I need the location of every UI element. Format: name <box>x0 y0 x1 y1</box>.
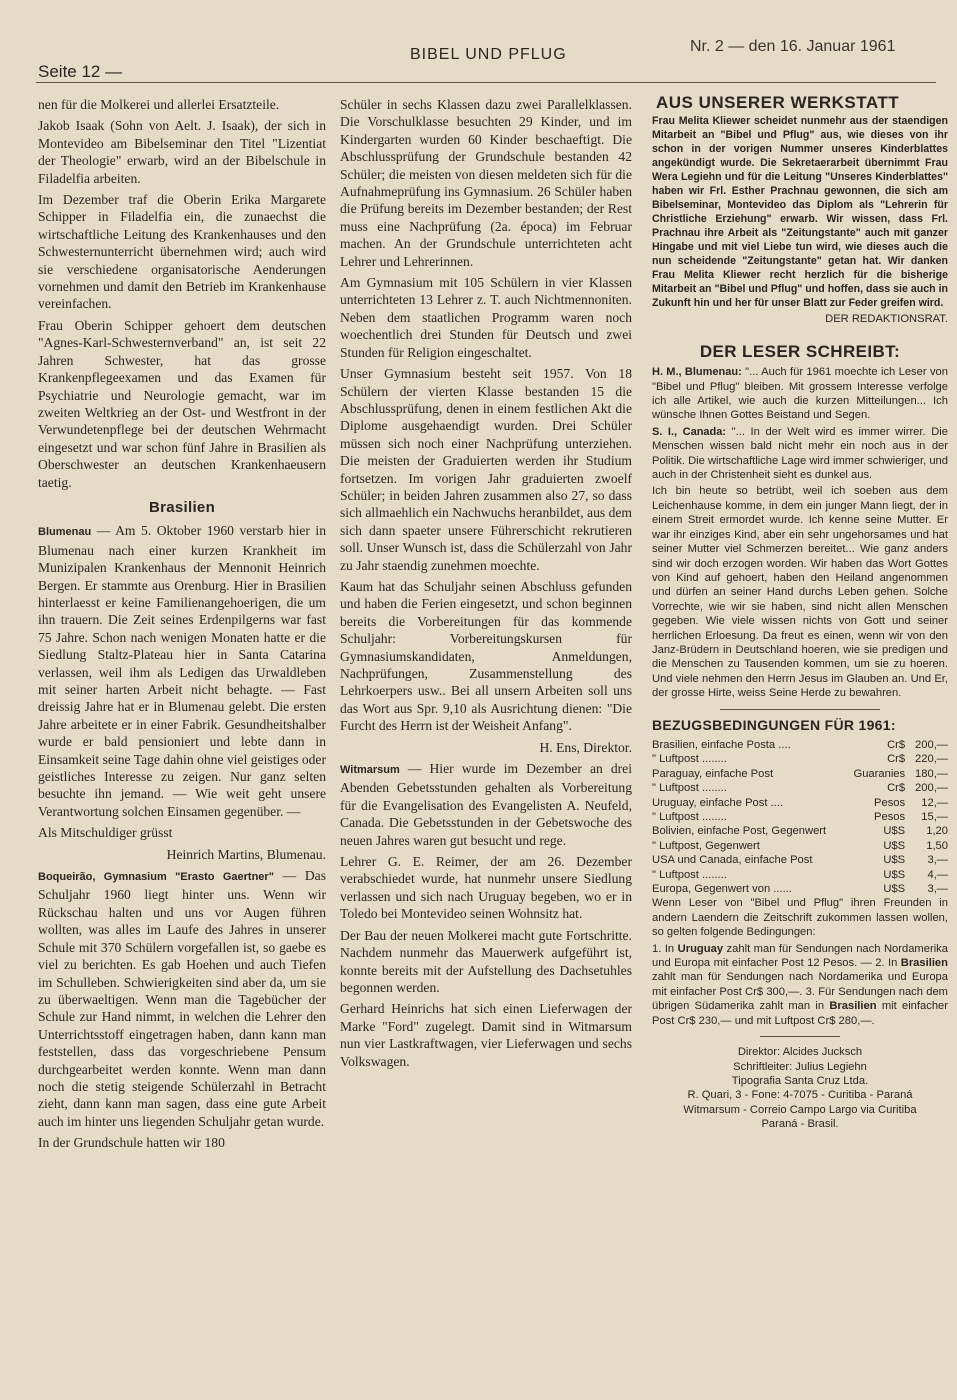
letter-text: "... Auch für 1961 moechte ich Leser von "Bibel und Pflug" bleiben. Mit grossem Interesse verfolge ich alle Artikel, wie auch die kurzen Mitteilungen... Ich wünsche Ihnen Gottes Beistand und Segen. <box>652 366 948 422</box>
price-label: " Luftpost ........ <box>652 782 727 795</box>
price-amt: 15,— <box>921 811 948 823</box>
article-boqueirao <box>38 867 326 1130</box>
paragraph: Gerhard Heinrichs hat sich einen Lieferwagen der Marke "Ford" zugelegt. Damit sind in Witmarsum nun vier Lastkraftwagen, vier Lieferwagen und sechs Volkswagen. <box>340 1001 632 1069</box>
paragraph: Jakob Isaak (Sohn von Aelt. J. Isaak), der sich in Montevideo am Bibelseminar den Titel "Lizentiat der Theologie" erwarb, wird an der Bibelschule in Filadelfia arbeiten. <box>38 118 326 186</box>
article-witmarsum <box>340 760 632 849</box>
header-rule <box>36 82 936 83</box>
column-middle <box>340 96 632 1074</box>
leser-heading: DER LESER SCHREIBT: <box>699 341 901 361</box>
price-cur: Cr$ <box>887 753 906 766</box>
paragraph: Der Bau der neuen Molkerei macht gute Fortschritte. Nachdem nunmehr das Mauerwerk aufgeführt ist, konnte bereits mit der Aufstellung des Dachsetuhles begonnen werden. <box>340 927 632 995</box>
price-cur: U$S <box>883 868 906 881</box>
paragraph: Ich bin heute so betrübt, weil ich soeben aus dem Leichenhause komme, in dem ein junger Mann liegt, der in einem Streit ermordet wurde. Ich kenne seine Mutter. Er war ihr einziges Kind, aber ein sehr ungehorsames und hat seiner Mutter viel Schmerzen bereitet... Wie ganz anders sind wir doch erzogen worden. Wir haben das Wort Gottes von Kind auf gehoert, haben den Heiland angenommen und dürfen an seiner Hand durchs Leben gehen. Solche Vorrechte, wie wir sie haben, sind nicht allen Menschen gegeben. Wie viele wissen nichts von Gott und seiner herrlichen Erloesung. Da freut es einen, wenn wir von den Janz-Brüdern in Deutschland hoeren, wie sie predigen und die Menschen zu Tausenden kommen, um sie zu hoeren. Und viele nehmen den Herrn Jesus im Glauben an. Und Er, der grosse Hirte, weiss Seine Herde zu bewahren. <box>652 485 948 700</box>
imprint <box>652 1045 948 1131</box>
paragraph: Lehrer G. E. Reimer, der am 26. Dezember verabschiedet wurde, hat nunmehr unsere Siedlung verlassen und sich nach Uruguay begeben, wo er in Toledo bei Montevideo seinen Wohnsitz hat. <box>340 854 632 922</box>
signature: H. Ens, Direktor. <box>539 739 632 755</box>
redaktionsrat-signature: DER REDAKTIONSRAT. <box>825 313 948 326</box>
price-label: " Luftpost ........ <box>652 811 727 823</box>
price-cur: Guaranies <box>853 767 906 780</box>
price-row <box>652 853 948 867</box>
price-label: " Luftpost, Gegenwert <box>652 839 760 852</box>
paragraph: nen für die Molkerei und allerlei Ersatzteile. <box>38 97 280 112</box>
price-label: Paraguay, einfache Post <box>652 767 774 780</box>
price-label: USA und Canada, einfache Post <box>652 854 813 867</box>
bezug-text: Wenn Leser von "Bibel und Pflug" ihren Freunden in andern Laendern die Zeitschrift zukommen lassen wollen, so gelten folgende Bedingungen: <box>652 897 948 939</box>
divider <box>760 1036 840 1037</box>
article-text: — Am 5. Oktober 1960 verstarb hier in Blumenau nach einer kurzen Krankheit im Munizipalen Krankenhaus der Mennonit Heinrich Bergen. Er stammte aus Orenburg. Hier in Brasilien hinterlaesst er keine Familienangehoerigen, die um ihn trauern. Die Zeit seines Erdenpilgerns war fast 75 Jahre. Schon nach wenigen Monaten hatte er die Siedlung Staltz-Plateau hier in Santa Catarina verlassen, weil ihm als Ledigen das Urwaldleben mit seiner harten Arbeit nicht behagte. — Fast dreissig Jahre hat er in Blumenau gelebt. Die ersten Jahre arbeitete er in einer Fabrik. Gesundheitshalber wurde er bald pensioniert und lebte dann in Einsamkeit seine Tage dahin ohne viel geistiges oder geistliches Interesse zu zeigen. Nur ganz selten besuchte ihn jemand. — Wie weit geht unsere Verantwortung solchen Einsamen gegenüber. — <box>38 523 326 819</box>
price-row <box>652 810 948 824</box>
price-row <box>652 882 948 896</box>
price-label: Brasilien, einfache Posta .... <box>652 738 791 751</box>
price-cur: U$S <box>883 854 906 867</box>
letter-lead: S. I., Canada: <box>652 425 727 438</box>
section-heading: Brasilien <box>148 498 216 516</box>
price-cur: Pesos <box>874 811 906 823</box>
price-amt: 220,— <box>915 753 948 766</box>
price-row <box>652 752 948 766</box>
paragraph: Frau Oberin Schipper gehoert dem deutschen "Agnes-Karl-Schwesternverband" an, ist seit 22 Jahren Schwester, hat das grosse Krankenpflegeexamen und das Examen für Psychiatrie und Neurologie gemacht, war im zweiten Weltkrieg an der Ost- und Westfront in der Verwundetenpflege bei der deutschen Wehrmacht eingesetzt und war schon fünf Jahre in Brasilien als Oberschwester an deutschen Krankenhaeusern taetig. <box>38 317 326 490</box>
price-row <box>652 781 948 795</box>
letter-si <box>652 425 948 483</box>
werkstatt-text: Frau Melita Kliewer scheidet nunmehr aus der staendigen Mitarbeit an "Bibel und Pflug" aus, wie dieses von ihr schon in der vorigen Nummer unseres Kinderblattes angekündigt wurde. Die Sekretaerarbeit übernimmt Frau Wera Legiehn und für die Leitung "Unseres Kinderblattes" haben wir Frl. Esther Prachnau gewonnen, die sich am Bibelseminar, Montevideo das Diplom als "Lehrerin für Christliche Erziehung" erwarb. Wir wissen, dass Frl. Prachnau ihre Arbeit als "Zeitungstante" auch mit ganzer Hingabe und mit viel Liebe tun wird, wie dieses auch die nun scheidende "Zeitungstante" getan hat. Wir danken Frau Melita Kliewer recht herzlich für die bisherige Mitarbeit an "Bibel und Pflug" und hoffen, dass sie auch in Zukunft hin und her für unser Blatt zur Feder greifen wird. <box>652 115 948 310</box>
divider <box>720 709 880 710</box>
price-amt: 1,20 <box>926 825 948 838</box>
column-right <box>652 93 948 1132</box>
price-row <box>652 868 948 882</box>
letter-lead: H. M., Blumenau: <box>652 366 742 379</box>
price-amt: 200,— <box>915 782 948 795</box>
imprint-line: R. Quari, 3 - Fone: 4-7075 - Curitiba - Paraná <box>687 1089 913 1102</box>
bezug-conditions <box>652 942 948 1028</box>
signature: Heinrich Martins, Blumenau. <box>166 846 326 862</box>
article-lead: Boqueirão, Gymnasium "Erasto Gaertner" <box>38 871 274 884</box>
price-amt: 12,— <box>921 796 948 809</box>
price-amt: 3,— <box>927 883 948 896</box>
price-table <box>652 738 948 896</box>
bezug-heading: BEZUGSBEDINGUNGEN FÜR 1961: <box>652 716 896 733</box>
price-amt: 3,— <box>927 854 948 867</box>
cond-country: Uruguay <box>677 942 724 955</box>
imprint-line: Witmarsum - Correio Campo Largo via Curitiba <box>683 1103 917 1116</box>
price-cur: Pesos <box>874 796 906 809</box>
price-amt: 180,— <box>915 767 948 780</box>
paragraph: Im Dezember traf die Oberin Erika Margarete Schipper in Filadelfia ein, die zunaechst die wirtschaftliche Leitung des Krankenhauses und den Schwesternunterricht übernehmen wird; auch wird sie verschiedene organisatorische Aenderungen vornehmen und damit den Betrieb im Krankenhause vereinfachen. <box>38 192 326 312</box>
letter-text: "... In der Welt wird es immer wirrer. Die Menschen wissen bald nicht mehr ein noch aus in der Politik. Die wirtschaftliche Lage wird immer schwieriger, und auch in der Christenheit sieht es dunkel aus. <box>652 425 948 482</box>
cond-country: Brasilien <box>900 957 948 970</box>
price-cur: Cr$ <box>887 738 906 751</box>
paragraph: Kaum hat das Schuljahr seinen Abschluss gefunden und haben die Ferien eingesetzt, und schon beginnen bereits die Vorbereitungen für das kommende Schuljahr: Vorbereitungskursen für Gymnasiumskandidaten, Anmeldungen, Nachprüfungen, Zusammenstellung des Lehrkoerpers usw.. Bei all unsern Arbeiten soll uns das Wort aus Spr. 9,10 als Ausrichtung dienen: "Die Furcht des Herrn ist der Weisheit Anfang". <box>340 578 632 734</box>
imprint-line: Direktor: Alcides Jucksch <box>737 1046 863 1059</box>
price-amt: 4,— <box>927 868 948 881</box>
publication-title: BIBEL UND PFLUG <box>410 46 567 63</box>
paragraph: Am Gymnasium mit 105 Schülern in vier Klassen unterrichteten 13 Lehrer z. T. auch Nichtmennoniten. Neben dem staatlichen Programm waren noch woechentlich drei Stunden für Deutsch und zwei Stunden für Religion eingeschaltet. <box>340 275 632 360</box>
issue-date: Nr. 2 — den 16. Januar 1961 <box>690 38 896 55</box>
article-lead: Witmarsum <box>340 764 400 777</box>
letter-hm <box>652 365 948 423</box>
imprint-line: Tipografia Santa Cruz Ltda. <box>731 1074 869 1087</box>
article-blumenau <box>38 522 326 820</box>
price-row <box>652 796 948 810</box>
imprint-line: Paraná - Brasil. <box>761 1118 839 1131</box>
column-left <box>38 96 326 1156</box>
price-label: " Luftpost ........ <box>652 753 727 766</box>
article-text: — Hier wurde im Dezember an drei Abenden Gebetsstunden gehalten als Vorbereitung für die Evangelisation des Evangelisten A. Neufeld, Canada. Die Gebetsstunden in der Gebetswoche des neuen Jahres waren gut besucht und rege. <box>340 761 632 848</box>
greeting: Als Mitschuldiger grüsst <box>38 825 173 841</box>
cond-text: zahlt man für Sendungen nach Nordamerika und Europa mit einfacher Post Cr$ 300,—. 3. Für Sendungen nach dem übrigen Südamerika zahlt man in <box>652 971 948 1013</box>
werkstatt-heading: AUS UNSERER WERKSTATT <box>656 93 900 112</box>
cond-country: Brasilien <box>829 1000 877 1013</box>
article-lead: Blumenau <box>38 526 92 539</box>
paragraph: Schüler in sechs Klassen dazu zwei Parallelklassen. Die Vorschulklasse besuchten 29 Kinder, und im Kindergarten wurden 60 Kinder beschaeftigt. Die Abschlussprüfung der Grundschule bestanden 42 Schüler; die meisten von diesen meldeten sich für die Aufnahmeprüfung ins Gymnasium. 26 Schüler haben die Prüfung bereits im Dezember bestanden; der Rest muss eine Nachprüfung (2a. época) im Februar machen. An der Grundschule unterrichteten acht Lehrer und Lehrerinnen. <box>340 97 632 269</box>
cond-text: zahlt man für Sendungen nach Nordamerika und Europa mit einfacher Post 12 Pesos. — 2. In <box>652 942 948 970</box>
price-cur: U$S <box>883 825 906 838</box>
price-row <box>652 839 948 853</box>
paragraph: In der Grundschule hatten wir 180 <box>38 1135 225 1151</box>
price-cur: U$S <box>883 839 906 852</box>
imprint-line: Schriftleiter: Julius Legiehn <box>733 1060 867 1073</box>
cond-text: 1. In <box>652 942 678 955</box>
price-label: Uruguay, einfache Post .... <box>652 796 784 809</box>
paragraph: Unser Gymnasium besteht seit 1957. Von 18 Schülern der vierten Klasse bestanden 15 die Abschlussprüfung, denen in einem festlichen Akt die Diplome ausgehaendigt wurden. Drei Schüler müssen sich noch einer Nachprüfung unterziehen. Die meisten der Graduierten werden ihr Studium fortsetzen. Im vorigen Jahr graduierten zwoelf Schüler; in beiden Jahren zusammen also 27, so dass sich allmaehlich ein Nachwuchs heranbildet, aus dem sich dann spaeter unsere Führerschicht rekrutieren soll. Unser Wunsch ist, dass die Schülerzahl von Jahr zu Jahr staendig zunehmen moechte. <box>340 366 632 573</box>
price-amt: 1,50 <box>926 839 948 852</box>
article-text: — Das Schuljahr 1960 liegt hinter uns. Wenn wir Rückschau halten und uns vor Augen führen wollten, was alles im Laufe des Jahres in unserer Schule mit 370 Schülern vorgefallen ist, so gaebe es viel zu berichten. Es gab Hoehen und auch Tiefen im Schulleben. Schwierigkeiten sind aber da, um sie zu überwaeltigen. Wenn man die Tagebücher der Schule zur Hand nimmt, in welchen die Lehrer den Unterrichtsstoff eingetragen haben, dann kann man feststellen, dass das vorgeschriebene Pensum durchgearbeitet werden konnte. Wenn man dann noch die stetig steigende Schülerzahl in Betracht zieht, dann kann man sagen, dass eine gute Arbeit auch im hinter uns liegenden Schuljahr getan wurde. <box>38 868 326 1129</box>
price-label: " Luftpost ........ <box>652 868 727 881</box>
price-label: Europa, Gegenwert von ...... <box>652 883 792 896</box>
price-cur: Cr$ <box>887 782 906 795</box>
page-number: Seite 12 — <box>38 62 123 81</box>
price-row <box>652 738 948 752</box>
price-row <box>652 824 948 838</box>
cond-text: mit einfacher Post Cr$ 230,— und mit Luftpost Cr$ 280,—. <box>652 1000 948 1027</box>
price-amt: 200,— <box>915 738 948 751</box>
price-row <box>652 767 948 781</box>
price-label: Bolivien, einfache Post, Gegenwert <box>652 825 827 838</box>
price-cur: U$S <box>883 883 906 896</box>
